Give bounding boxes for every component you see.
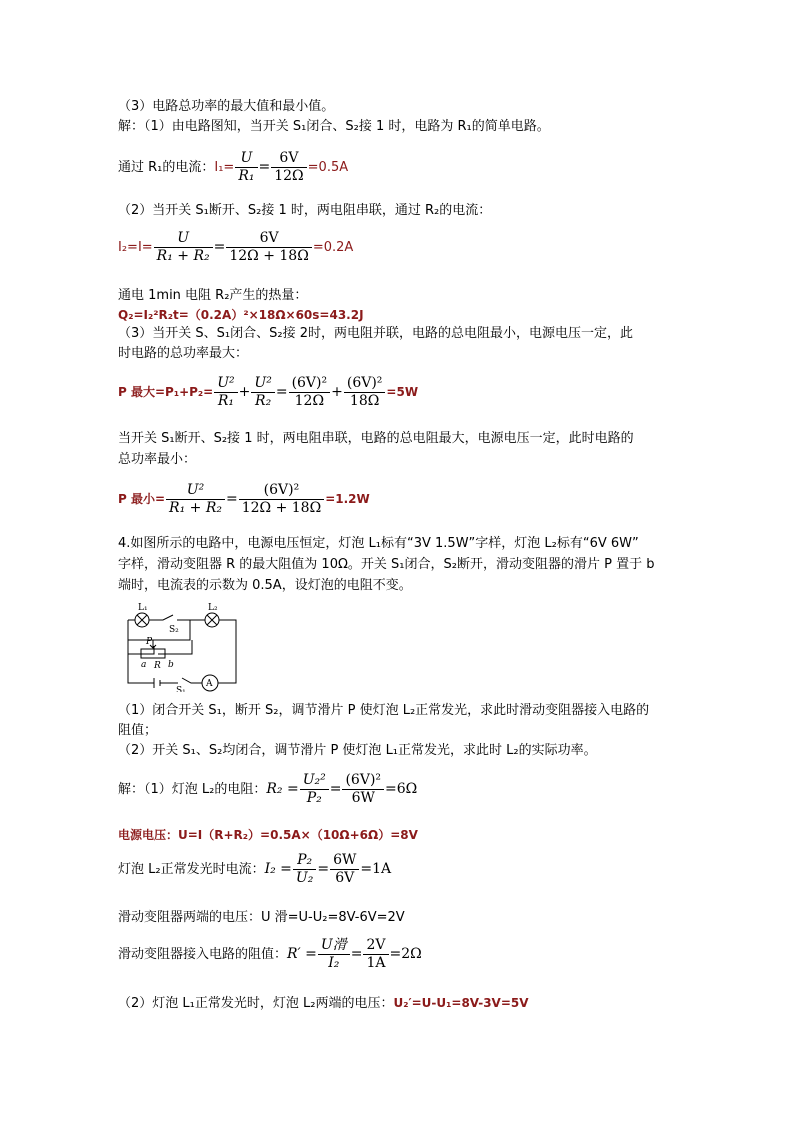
fraction: $\frac{\text{U滑}}{\text{I₂}}$	[318, 937, 350, 972]
question-3-line: （3）电路总功率的最大值和最小值。	[118, 99, 335, 114]
fraction: $\frac{\text{(6V)²}}{6W}$	[342, 772, 384, 807]
parallel-line-1: （3）当开关 S、S₁闭合、S₂接 2时，两电阻并联，电路的总电阻最小，电源电压一定，此	[118, 326, 633, 341]
max-power-formula: P 最大=P₁+P₂= $\frac{\text{U²}}{\text{R₁}}$ + $\frac{\text{U²}}{\text{R₂}}$ = $\frac{\text{(6V)²}}{12\Omega}$ + $\frac{\text{(6V)²}}{18\Omega}$ =5W	[118, 375, 419, 409]
problem-4-line-2: 字样，滑动变阻器 R 的最大阻值为 10Ω。开关 S₁闭合，S₂断开，滑动变阻器的滑片 P 置于 b	[118, 557, 655, 572]
min-power-line-2: 总功率最小：	[118, 452, 197, 467]
current-r1-lhs: I₁=	[214, 160, 235, 175]
problem-4-line-1: 4.如图所示的电路中，电源电压恒定，灯泡 L₁标有“3V 1.5W”字样，灯泡 L₂标有“6V 6W”	[118, 536, 639, 551]
heat-label-line: 通电 1min 电阻 R₂产生的热量：	[118, 288, 308, 303]
min-power-lhs: P 最小=	[118, 492, 166, 506]
fraction: $\frac{6V}{12\Omega + 18\Omega}$	[226, 230, 311, 265]
heat-formula-line: Q₂=I₂²R₂t=（0.2A）²×18Ω×60s=43.2J	[118, 308, 364, 322]
lamp-resistance-formula: 解：（1）灯泡 L₂的电阻：R₂ = $\frac{\text{U₂²}}{\text{P₂}}$ = $\frac{\text{(6V)²}}{6W}$ =6Ω	[118, 772, 418, 806]
label-r: R	[154, 661, 161, 671]
fraction: $\frac{\text{(6V)²}}{12\Omega}$	[289, 375, 331, 410]
current-r1-formula: 通过 R₁的电流：I₁= $\frac{U}{\text{R₁}}$ = $\frac{6V}{12\Omega}$ =0.5A	[118, 150, 349, 184]
circuit-diagram	[118, 600, 248, 692]
series-current-line: （2）当开关 S₁断开、S₂接 1 时，两电阻串联，通过 R₂的电流：	[118, 203, 492, 218]
rheostat-voltage-line: 滑动变阻器两端的电压：U 滑=U-U₂=8V-6V=2V	[118, 910, 405, 925]
label-s2: S₂	[169, 625, 179, 635]
fraction: $\frac{\text{(6V)²}}{12\Omega + 18\Omega}$	[239, 482, 324, 517]
solution-1-line: 解：（1）由电路图知，当开关 S₁闭合、S₂接 1 时，电路为 R₁的简单电路。	[118, 119, 550, 134]
fraction: $\frac{\text{(6V)²}}{18\Omega}$	[344, 375, 386, 410]
fraction: $\frac{\text{U²}}{\text{R₁ + R₂}}$	[166, 482, 225, 517]
fraction: $\frac{\text{U₂²}}{\text{P₂}}$	[300, 772, 329, 807]
supply-voltage-line: 电源电压：U=I（R+R₂）=0.5A×（10Ω+6Ω）=8V	[118, 828, 418, 842]
battery-icon	[154, 678, 160, 688]
label-b: b	[168, 660, 174, 670]
min-power-formula: P 最小= $\frac{\text{U²}}{\text{R₁ + R₂}}$ = $\frac{\text{(6V)²}}{12\Omega + 18\Omega}$ =1.2W	[118, 482, 370, 516]
rheostat-resistance-label: 滑动变阻器接入电路的阻值：	[118, 947, 288, 962]
fraction: $\frac{\text{P₂}}{\text{U₂}}$	[293, 852, 316, 887]
current-r1-result: =0.5A	[307, 160, 349, 175]
parallel-line-2: 时电路的总功率最大：	[118, 346, 249, 361]
label-s1: S₁	[176, 686, 186, 692]
fraction: $\frac{U}{\text{R₁}}$	[235, 150, 257, 185]
problem-4-line-3: 端时，电流表的示数为 0.5A，设灯泡的电阻不变。	[118, 578, 412, 593]
lamp-resistance-label: 解：（1）灯泡 L₂的电阻：	[118, 782, 267, 797]
rated-current-label: 灯泡 L₂正常发光时电流：	[118, 862, 265, 877]
l2-voltage-line: （2）灯泡 L₁正常发光时，灯泡 L₂两端的电压：U₂′=U-U₁=8V-3V=5V	[118, 996, 529, 1011]
min-power-line-1: 当开关 S₁断开、S₂接 1 时，两电阻串联，电路的总电阻最大，电源电压一定，此时电路的	[118, 431, 634, 446]
current-r2-formula: I₂=I= $\frac{U}{\text{R₁ + R₂}}$ = $\frac{6V}{12\Omega + 18\Omega}$ =0.2A	[118, 230, 354, 264]
max-power-lhs: P 最大=P₁+P₂=	[118, 385, 214, 399]
min-power-result: =1.2W	[325, 492, 370, 506]
fraction: $\frac{6V}{12\Omega}$	[271, 150, 306, 185]
fraction: $\frac{U}{\text{R₁ + R₂}}$	[154, 230, 213, 265]
rheostat-resistance-formula: 滑动变阻器接入电路的阻值：R′ = $\frac{\text{U滑}}{\text{I₂}}$ = $\frac{2V}{1A}$ =2Ω	[118, 937, 422, 971]
subquestion-1-line-2: 阻值；	[118, 723, 158, 738]
rated-current-formula: 灯泡 L₂正常发光时电流：I₂ = $\frac{\text{P₂}}{\text{U₂}}$ = $\frac{6W}{6V}$ =1A	[118, 852, 392, 886]
current-r1-label: 通过 R₁的电流：	[118, 160, 215, 175]
label-l2: L₂	[208, 603, 218, 613]
fraction: $\frac{2V}{1A}$	[363, 937, 388, 972]
subquestion-2-line: （2）开关 S₁、S₂均闭合，调节滑片 P 使灯泡 L₁正常发光，求此时 L₂的实际功率。	[118, 743, 597, 758]
max-power-result: =5W	[386, 385, 419, 399]
fraction: $\frac{\text{U²}}{\text{R₂}}$	[251, 375, 274, 410]
label-p: P	[146, 637, 153, 647]
label-a-meter: A	[206, 679, 213, 689]
label-a: a	[141, 660, 147, 670]
subquestion-1-line-1: （1）闭合开关 S₁，断开 S₂，调节滑片 P 使灯泡 L₂正常发光，求此时滑动变阻器接入电路的	[118, 703, 650, 718]
current-r2-lhs: I₂=I=	[118, 240, 153, 255]
label-l1: L₁	[138, 603, 148, 613]
fraction: $\frac{6W}{6V}$	[330, 852, 359, 887]
current-r2-result: =0.2A	[312, 240, 354, 255]
fraction: $\frac{\text{U²}}{\text{R₁}}$	[214, 375, 237, 410]
